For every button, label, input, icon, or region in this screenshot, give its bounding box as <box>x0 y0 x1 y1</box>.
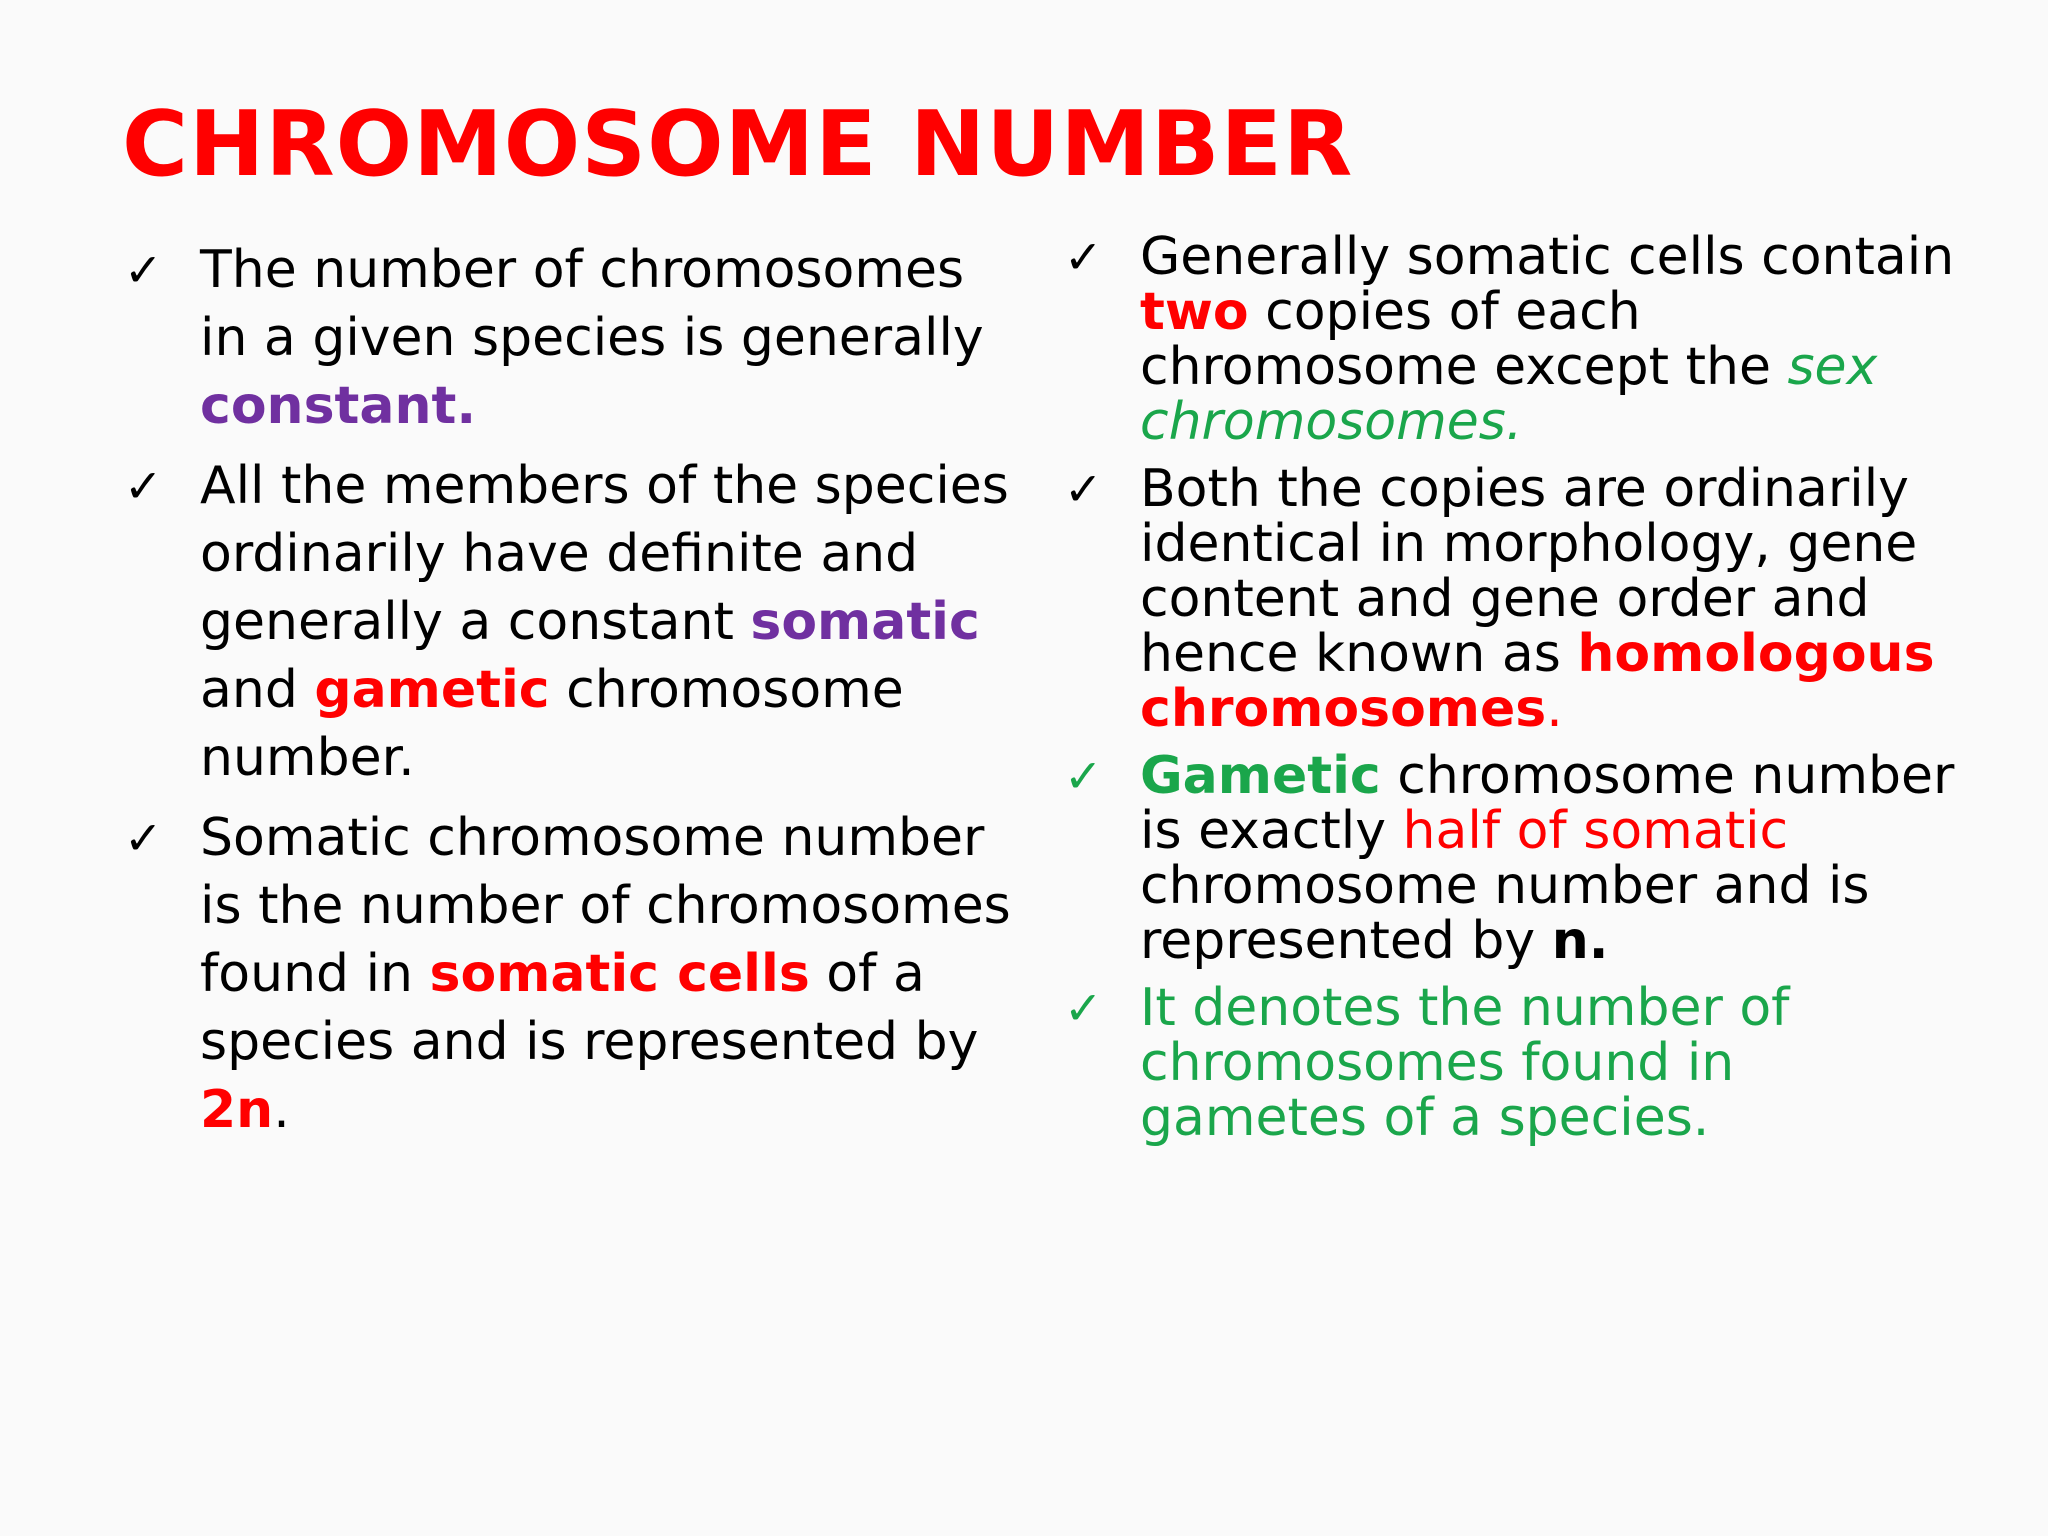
keyword-n: n. <box>1551 911 1609 971</box>
right-column <box>1062 227 1962 1158</box>
bullet-text: and <box>200 660 315 720</box>
bullet-text: chromosome number and is represented by <box>1140 856 1870 971</box>
bullet-text: Both the copies are ordinarily identical in morphology, gene content and gene order and hence known as <box>1140 459 1918 684</box>
keyword-gametic: gametic <box>314 660 550 720</box>
bullet-text: chromosome number. <box>200 660 904 788</box>
bullet-gametic-number <box>1062 746 1962 971</box>
keyword-somatic-cells: somatic cells <box>429 944 810 1004</box>
keyword-two: two <box>1140 282 1249 342</box>
bullet-text: chromosome number is exactly <box>1140 746 1955 861</box>
checkmark-icon: ✓ <box>1064 749 1103 803</box>
bullet-members <box>122 452 1022 792</box>
keyword-half-of-somatic: half of somatic <box>1402 801 1789 861</box>
keyword-constant: constant. <box>200 376 477 436</box>
bullet-text: The number of chromosomes in a given species is generally <box>200 240 984 368</box>
bullet-two-copies <box>1062 227 1962 452</box>
checkmark-icon: ✓ <box>1064 981 1103 1035</box>
keyword-2n: 2n <box>200 1080 274 1140</box>
bullet-text: . <box>273 1080 290 1140</box>
checkmark-icon: ✓ <box>1064 462 1103 516</box>
bullet-text: All the members of the species ordinarily have definite and generally a constant <box>200 456 1009 652</box>
checkmark-icon: ✓ <box>124 243 163 297</box>
slide-title: CHROMOSOME NUMBER <box>122 92 1354 197</box>
checkmark-icon: ✓ <box>1064 230 1103 284</box>
bullet-text: . <box>1546 679 1563 739</box>
bullet-somatic-number <box>122 804 1022 1144</box>
left-column <box>122 236 1022 1156</box>
keyword-somatic: somatic <box>750 592 980 652</box>
keyword-sex-chromosomes: sex chromosomes. <box>1140 337 1878 452</box>
bullet-text: copies of each chromosome except the <box>1140 282 1788 397</box>
bullet-text: Somatic chromosome number is the number of chromosomes found in <box>200 808 1011 1004</box>
bullet-text: of a species and is represented by <box>200 944 979 1072</box>
bullet-text: It denotes the number of chromosomes found in gametes of a species. <box>1140 978 1790 1148</box>
bullet-gametes <box>1062 978 1962 1148</box>
bullet-constant <box>122 236 1022 440</box>
bullet-text: Generally somatic cells contain <box>1140 227 1955 287</box>
keyword-homologous-chromosomes: homologous chromosomes <box>1140 624 1935 739</box>
bullet-homologous <box>1062 459 1962 739</box>
checkmark-icon: ✓ <box>124 459 163 513</box>
checkmark-icon: ✓ <box>124 811 163 865</box>
keyword-gametic: Gametic <box>1140 746 1381 806</box>
